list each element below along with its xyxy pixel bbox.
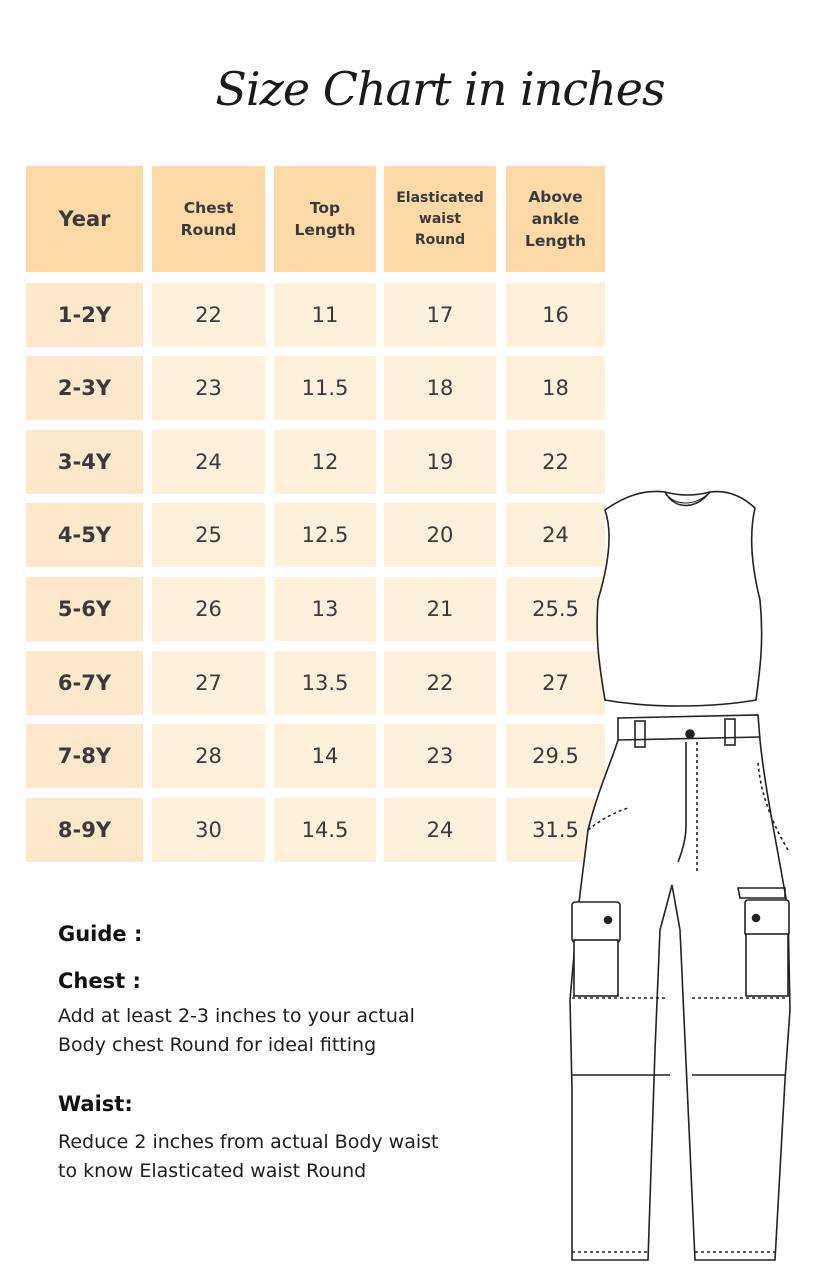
table-cell: 11.5: [274, 356, 376, 420]
chest-text-line-1: Add at least 2-3 inches to your actual: [58, 1005, 415, 1027]
table-cell: 16: [506, 283, 605, 347]
table-row-year: 7-8Y: [26, 724, 143, 788]
table-cell: 11: [274, 283, 376, 347]
table-cell: 12.5: [274, 503, 376, 567]
table-header-cell: Chest Round: [152, 166, 265, 272]
table-cell: 12: [274, 430, 376, 494]
table-header-cell: Top Length: [274, 166, 376, 272]
table-cell: 18: [506, 356, 605, 420]
table-cell: 22: [506, 430, 605, 494]
table-cell: 13: [274, 577, 376, 641]
table-header-cell: Above ankle Length: [506, 166, 605, 272]
table-cell: 25: [152, 503, 265, 567]
table-cell: 23: [152, 356, 265, 420]
table-row-year: 8-9Y: [26, 798, 143, 862]
chest-text-line-2: Body chest Round for ideal fitting: [58, 1034, 377, 1056]
table-cell: 31.5: [506, 798, 605, 862]
table-cell: 28: [152, 724, 265, 788]
waist-heading: Waist:: [58, 1092, 133, 1116]
crop-top-sketch: [597, 491, 762, 706]
table-row-year: 1-2Y: [26, 283, 143, 347]
table-cell: 18: [384, 356, 496, 420]
table-cell: 24: [384, 798, 496, 862]
table-cell: 19: [384, 430, 496, 494]
table-header-cell: Elasticated waist Round: [384, 166, 496, 272]
table-cell: 13.5: [274, 651, 376, 715]
table-cell: 22: [152, 283, 265, 347]
table-row-year: 3-4Y: [26, 430, 143, 494]
table-row-year: 2-3Y: [26, 356, 143, 420]
table-cell: 14: [274, 724, 376, 788]
table-cell: 23: [384, 724, 496, 788]
table-cell: 27: [152, 651, 265, 715]
table-cell: 24: [152, 430, 265, 494]
table-cell: 14.5: [274, 798, 376, 862]
waist-text-line-2: to know Elasticated waist Round: [58, 1160, 367, 1182]
table-header-cell: Year: [26, 166, 143, 272]
table-cell: 24: [506, 503, 605, 567]
table-row-year: 6-7Y: [26, 651, 143, 715]
waist-text-line-1: Reduce 2 inches from actual Body waist: [58, 1131, 439, 1153]
table-cell: 30: [152, 798, 265, 862]
table-cell: 17: [384, 283, 496, 347]
table-cell: 25.5: [506, 577, 605, 641]
table-cell: 26: [152, 577, 265, 641]
outfit-illustration: [560, 490, 810, 1270]
table-cell: 22: [384, 651, 496, 715]
chest-heading: Chest :: [58, 969, 141, 993]
table-row-year: 4-5Y: [26, 503, 143, 567]
table-cell: 20: [384, 503, 496, 567]
table-row-year: 5-6Y: [26, 577, 143, 641]
table-cell: 27: [506, 651, 605, 715]
cargo-pants-sketch: [570, 715, 790, 1260]
guide-heading: Guide :: [58, 922, 143, 946]
table-cell: 29.5: [506, 724, 605, 788]
table-cell: 21: [384, 577, 496, 641]
page-title: Size Chart in inches: [215, 62, 665, 116]
